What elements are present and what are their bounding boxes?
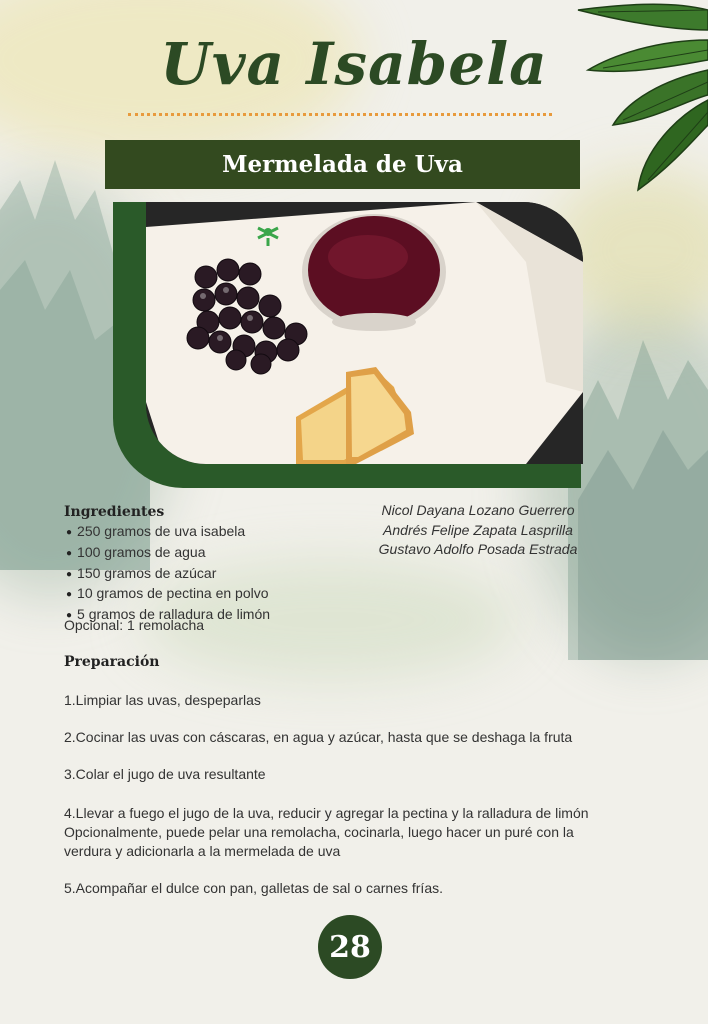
optional-ingredient: Opcional: 1 remolacha: [64, 617, 205, 633]
ingredients-list: [66, 522, 270, 626]
author-name: Andrés Felipe Zapata Lasprilla: [383, 521, 573, 538]
list-item: ● 250 gramos de uva isabela: [66, 522, 270, 543]
ingredients-heading: Ingredientes: [64, 504, 165, 520]
preparation-step: 3.Colar el jugo de uva resultante: [64, 766, 266, 782]
authors-block: [360, 501, 596, 560]
recipe-photo: [146, 202, 583, 464]
author-name: Nicol Dayana Lozano Guerrero: [381, 502, 575, 518]
list-item: ● 10 gramos de pectina en polvo: [66, 584, 270, 605]
preparation-step: 1.Limpiar las uvas, despeparlas: [64, 692, 261, 708]
forest-silhouette-right: [568, 300, 708, 660]
preparation-step: 5.Acompañar el dulce con pan, galletas de sal o carnes frías.: [64, 880, 443, 896]
dotted-divider: [128, 113, 552, 116]
recipe-title-banner: Mermelada de Uva: [105, 140, 580, 189]
preparation-heading: Preparación: [64, 654, 160, 670]
preparation-note: Opcionalmente, puede pelar una remolacha, cocinarla, luego hacer un puré con la: [64, 824, 574, 840]
preparation-step: 2.Cocinar las uvas con cáscaras, en agua y azúcar, hasta que se deshaga la fruta: [64, 729, 573, 745]
page-title: Uva Isabela: [160, 30, 548, 98]
list-item: ● 5 gramos de ralladura de limón: [66, 605, 270, 626]
preparation-step: 4.Llevar a fuego el jugo de la uva, reducir y agregar la pectina y la ralladura de limón: [64, 805, 589, 821]
author-name: Gustavo Adolfo Posada Estrada: [378, 541, 578, 557]
list-item: ● 150 gramos de azúcar: [66, 564, 270, 585]
page-number-badge: 28: [318, 915, 382, 979]
list-item: ● 100 gramos de agua: [66, 543, 270, 564]
preparation-note: verdura y adicionarla a la mermelada de uva: [64, 843, 341, 859]
